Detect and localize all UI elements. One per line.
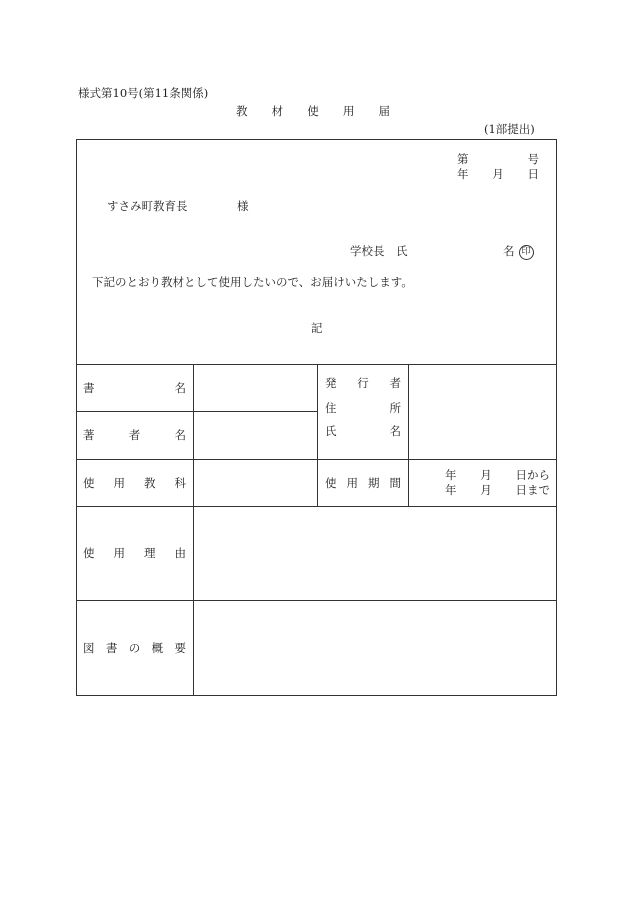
publisher-field[interactable]: [409, 365, 556, 458]
label-reason: 使 用 理 由: [83, 546, 186, 560]
request-text: 下記のとおり教材として使用したいので、お届けいたします。: [92, 275, 413, 289]
copies-note: (1部提出): [484, 122, 535, 136]
label-address: 住 所: [325, 401, 401, 415]
subject-field[interactable]: [194, 460, 316, 505]
period-to: 年 月 日まで: [445, 483, 550, 497]
document-number: 第 号: [457, 152, 539, 166]
seal-mark: 印: [519, 245, 534, 260]
label-author: 著 者 名: [83, 428, 186, 442]
document-date: 年 月 日: [457, 167, 539, 181]
period-from: 年 月 日から: [445, 468, 550, 482]
form-title: 教 材 使 用 届: [236, 104, 390, 118]
label-period: 使 用 期 間: [325, 476, 401, 490]
honorific: 様: [237, 199, 249, 213]
name-label: 名: [503, 244, 515, 258]
principal-label: 学校長 氏: [350, 244, 408, 258]
label-publisher: 発 行 者: [325, 376, 401, 390]
ki-heading: 記: [311, 321, 323, 335]
signature-name: [503, 244, 534, 260]
label-summary: 図 書 の 概 要: [83, 641, 186, 655]
addressee: すさみ町教育長: [107, 199, 188, 213]
label-book-name: 書 名: [83, 381, 186, 395]
summary-field[interactable]: [194, 601, 556, 695]
author-field[interactable]: [194, 412, 316, 458]
label-person-name: 氏 名: [325, 424, 401, 438]
label-subject: 使 用 教 科: [83, 476, 186, 490]
book-name-field[interactable]: [194, 365, 316, 410]
form-number: 様式第10号(第11条関係): [78, 86, 209, 100]
grid-line: [317, 364, 318, 506]
reason-field[interactable]: [194, 507, 556, 599]
